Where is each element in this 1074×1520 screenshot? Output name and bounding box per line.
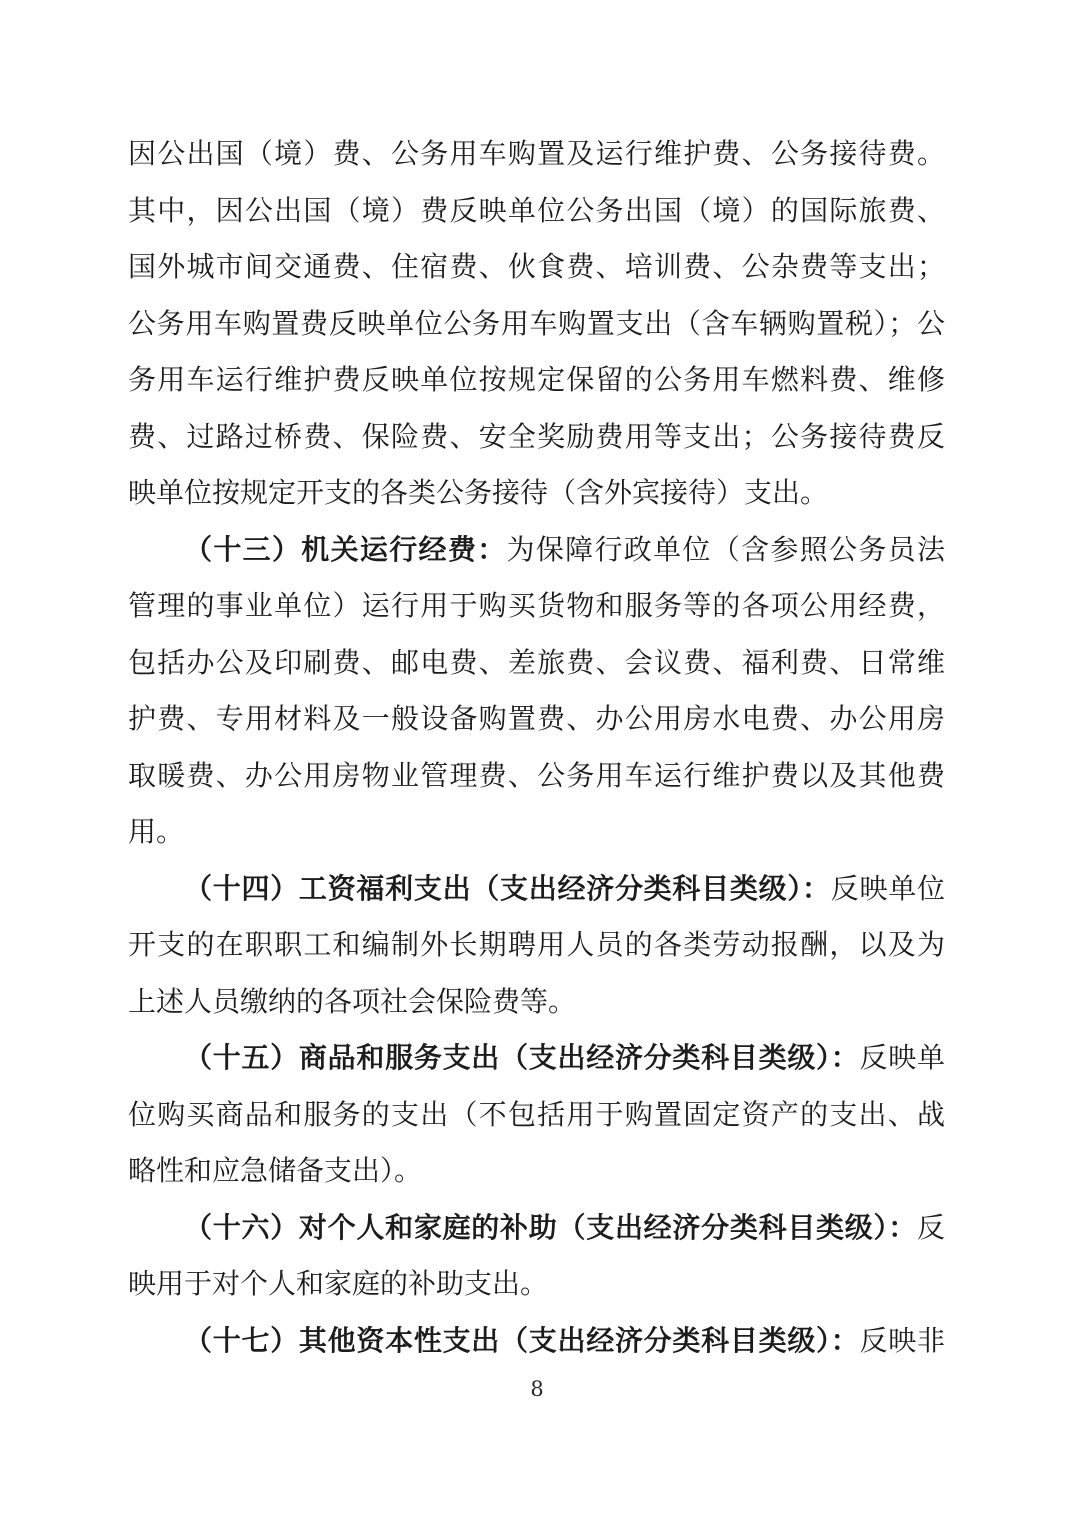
paragraph	[128, 861, 945, 1031]
body-text: 国外城市间交通费、住宿费、伙食费、培训费、公杂费等支出；	[128, 250, 945, 283]
body-text: 公务用车购置费反映单位公务用车购置支出（含车辆购置税）；公	[128, 306, 945, 340]
body-text: 映单位按规定开支的各类公务接待（含外宾接待）支出。	[128, 476, 829, 509]
body-text: 反映单	[859, 1041, 945, 1074]
body-text: 位购买商品和服务的支出（不包括用于购置固定资产的支出、战	[128, 1097, 945, 1131]
body-text: 为保障行政单位（含参照公务员法	[506, 532, 945, 566]
page-number: 8	[530, 1377, 544, 1401]
paragraph	[128, 1200, 945, 1313]
body-text: 护费、专用材料及一般设备购置费、办公用房水电费、办公用房	[128, 702, 945, 735]
text-line	[128, 748, 945, 805]
body-text: 反映单位	[830, 871, 945, 905]
body-text: 反映非	[859, 1323, 945, 1357]
heading-text: （十六）对个人和家庭的补助（支出经济分类科目类级）：	[184, 1210, 917, 1244]
text-line	[128, 183, 945, 240]
body-text: 开支的在职职工和编制外长期聘用人员的各类劳动报酬，以及为	[128, 928, 945, 961]
text-line	[128, 1030, 945, 1087]
heading-text: （十五）商品和服务支出（支出经济分类科目类级）：	[184, 1041, 860, 1074]
text-line	[128, 522, 945, 579]
text-line	[128, 352, 945, 409]
body-text: 管理的事业单位）运行用于购买货物和服务等的各项公用经费，	[128, 589, 945, 622]
text-line	[128, 804, 945, 861]
document-body	[128, 126, 945, 1369]
text-line	[128, 974, 945, 1031]
text-line	[128, 409, 945, 466]
text-line	[128, 691, 945, 748]
body-text: 费、过路过桥费、保险费、安全奖励费用等支出；公务接待费反	[128, 419, 945, 453]
text-line	[128, 465, 945, 522]
paragraph	[128, 1313, 945, 1370]
text-line	[128, 1313, 945, 1370]
body-text: 上述人员缴纳的各项社会保险费等。	[128, 984, 577, 1018]
text-line	[128, 1143, 945, 1200]
text-line	[128, 1087, 945, 1144]
text-line	[128, 296, 945, 353]
text-line	[128, 635, 945, 692]
body-text: 用。	[128, 815, 185, 848]
text-line	[128, 861, 945, 918]
body-text: 取暖费、办公用房物业管理费、公务用车运行维护费以及其他费	[128, 758, 945, 792]
text-line	[128, 917, 945, 974]
paragraph	[128, 522, 945, 861]
body-text: 因公出国（境）费、公务用车购置及运行维护费、公务接待费。	[128, 137, 945, 170]
text-line	[128, 126, 945, 183]
text-line	[128, 1256, 945, 1313]
body-text: 务用车运行维护费反映单位按规定保留的公务用车燃料费、维修	[128, 363, 945, 396]
paragraph	[128, 126, 945, 522]
body-text: 略性和应急储备支出）。	[128, 1154, 423, 1187]
body-text: 其中，因公出国（境）费反映单位公务出国（境）的国际旅费、	[128, 193, 945, 227]
body-text: 映用于对个人和家庭的补助支出。	[128, 1267, 549, 1300]
body-text: 包括办公及印刷费、邮电费、差旅费、会议费、福利费、日常维	[128, 645, 945, 679]
text-line	[128, 578, 945, 635]
body-text: 反	[916, 1210, 945, 1244]
heading-text: （十七）其他资本性支出（支出经济分类科目类级）：	[184, 1323, 860, 1357]
paragraph	[128, 1030, 945, 1200]
text-line	[128, 239, 945, 296]
heading-text: （十四）工资福利支出（支出经济分类科目类级）：	[184, 871, 831, 905]
heading-text: （十三）机关运行经费：	[184, 532, 507, 566]
text-line	[128, 1200, 945, 1257]
